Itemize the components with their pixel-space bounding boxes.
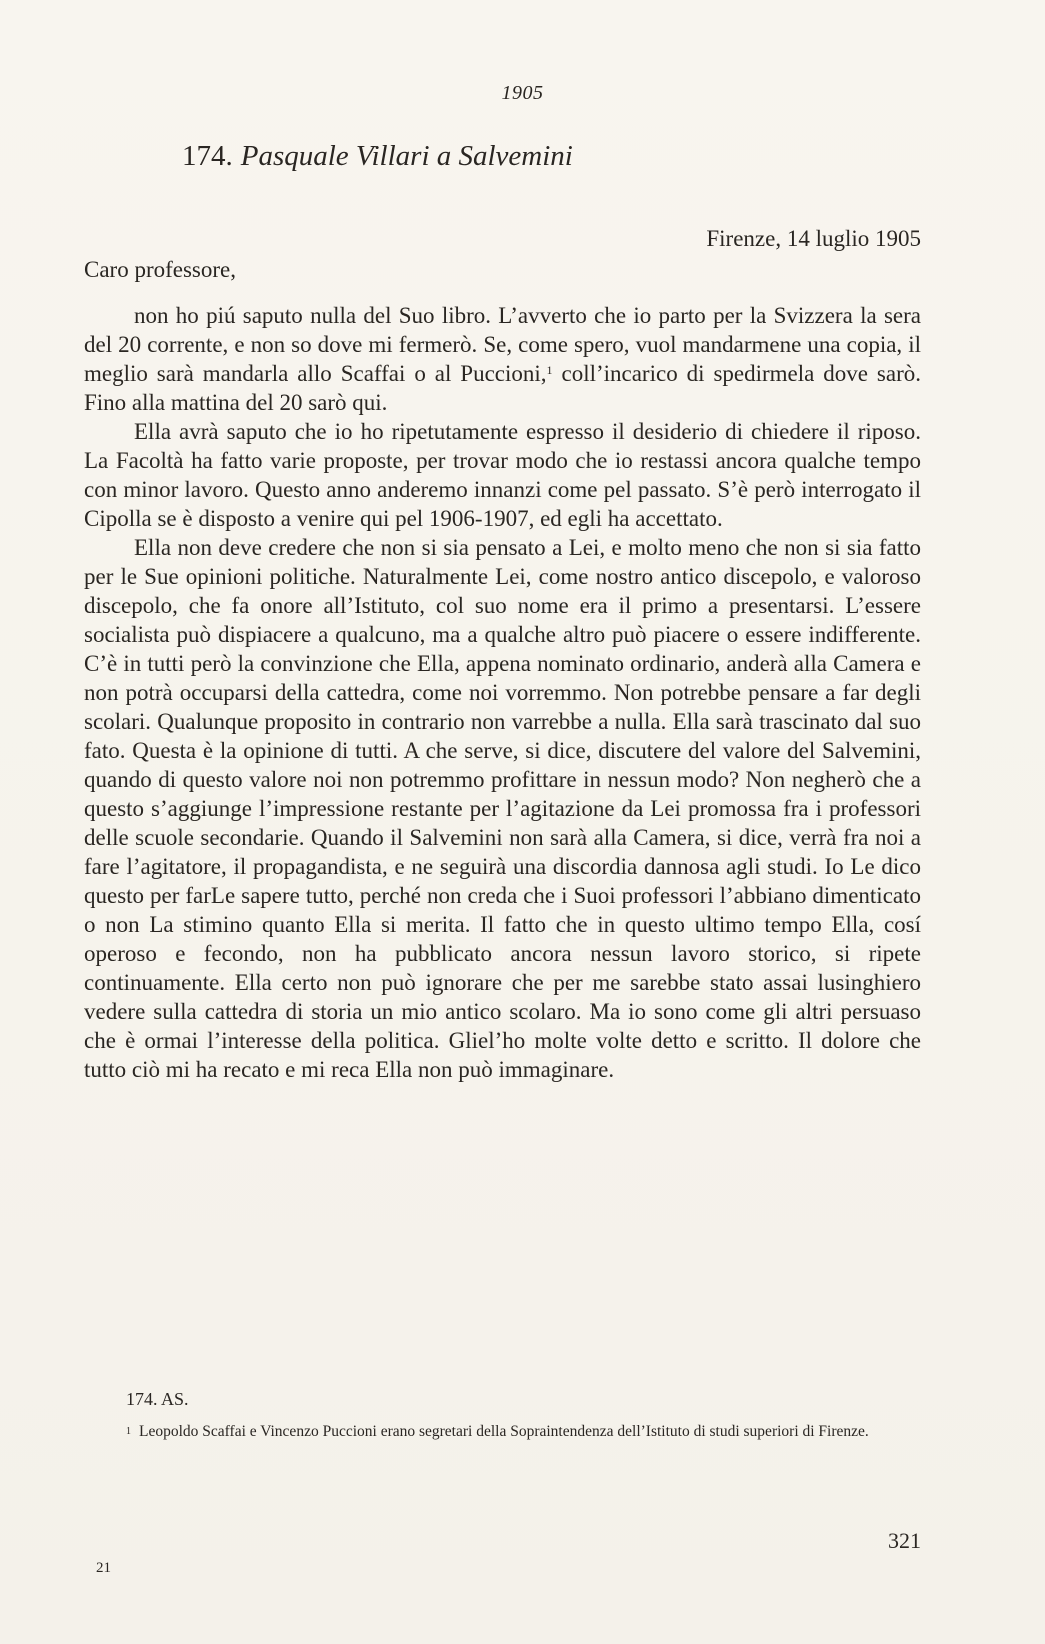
dateline: Firenze, 14 luglio 1905 [706, 226, 921, 251]
letter-title [182, 140, 573, 173]
paragraph-3: Ella non deve credere che non si sia pensato a Lei, e molto meno che non si sia fatto per le Sue opinioni politiche. Naturalmente Lei, come nostro antico discepolo, e valoroso discepolo, che fa onore all’Istituto, col suo nome era il primo a presentarsi. L’essere socialista può dispiacere a qualcuno, ma a qualche altro può piacere o essere indifferente. C’è in tutti però la convinzione che Ella, appena nominato ordinario, anderà alla Camera e non potrà occuparsi della cattedra, come noi vorremmo. Non potrebbe pensare a far degli scolari. Qualunque proposito in contrario non varrebbe a nulla. Ella sarà trascinato dal suo fato. Questa è la opinione di tutti. A che serve, si dice, discutere del valore del Salvemini, quando di questo valore noi non potremmo profittare in nessun modo? Non negherò che a questo s’aggiunge l’impressione restante per l’agitazione da Lei promossa fra i professori delle scuole secondarie. Quando il Salvemini non sarà alla Camera, si dice, verrà fra noi a fare l’agitatore, il propagandista, e ne seguirà una discordia dannosa agli studi. Io Le dico questo per farLe sapere tutto, perché non creda che i Suoi professori l’abbiano dimenticato o non La stimino quanto Ella si merita. Il fatto che in questo ultimo tempo Ella, cosí operoso e fecondo, non ha pubblicato ancora nessun lavoro storico, si ripete continuamente. Ella certo non può ignorare che per me sarebbe stato assai lusinghiero vedere sulla cattedra di storia un mio antico scolaro. Ma io sono come gli altri persuaso che è ormai l’interesse della politica. Gliel’ho molte volte detto e scritto. Il dolore che tutto ciò mi ha recato e mi reca Ella non può immaginare. [84, 535, 921, 1082]
paragraph-1-text: non ho piú saputo nulla del Suo libro. L’avverto che io parto per la Svizzera la sera del 20 corrente, e non so dove mi fermerò. Se, come spero, vuol mandarmene una copia, il meglio sarà mandarla allo Scaffai o al Puccioni, [84, 303, 921, 386]
letter-title-text: Pasquale Villari a Salvemini [240, 140, 573, 172]
footnote [84, 1422, 921, 1442]
notes-section [84, 1389, 921, 1442]
footnote-mark: 1 [126, 1426, 131, 1437]
paragraph-1 [84, 301, 921, 417]
running-head: 1905 [501, 82, 544, 104]
footnote-text: Leopoldo Scaffai e Vincenzo Puccioni erano segretari della Sopraintendenza dell’Istituto di studi superiori di Firenze. [139, 1423, 869, 1440]
source-note: 174. AS. [126, 1389, 189, 1409]
paragraph-2: Ella avrà saputo che io ho ripetutamente espresso il desiderio di chiedere il riposo. La Facoltà ha fatto varie proposte, per trovar modo che io restassi ancora qualche tempo con minor lavoro. Questo anno anderemo innanzi come pel passato. S’è però interrogato il Cipolla se è disposto a venire qui pel 1906-1907, ed egli ha accettato. [84, 419, 921, 531]
letter-body [84, 301, 921, 1084]
letter-number: 174. [182, 140, 233, 172]
page-number: 321 [888, 1528, 921, 1553]
salutation: Caro professore, [84, 257, 237, 282]
signature-mark: 21 [96, 1560, 111, 1576]
footnote-reference: 1 [546, 363, 553, 377]
paragraph-1-text-cont: coll’incarico di spedirmela dove sarò. Fino alla mattina del 20 sarò qui. [84, 361, 921, 415]
